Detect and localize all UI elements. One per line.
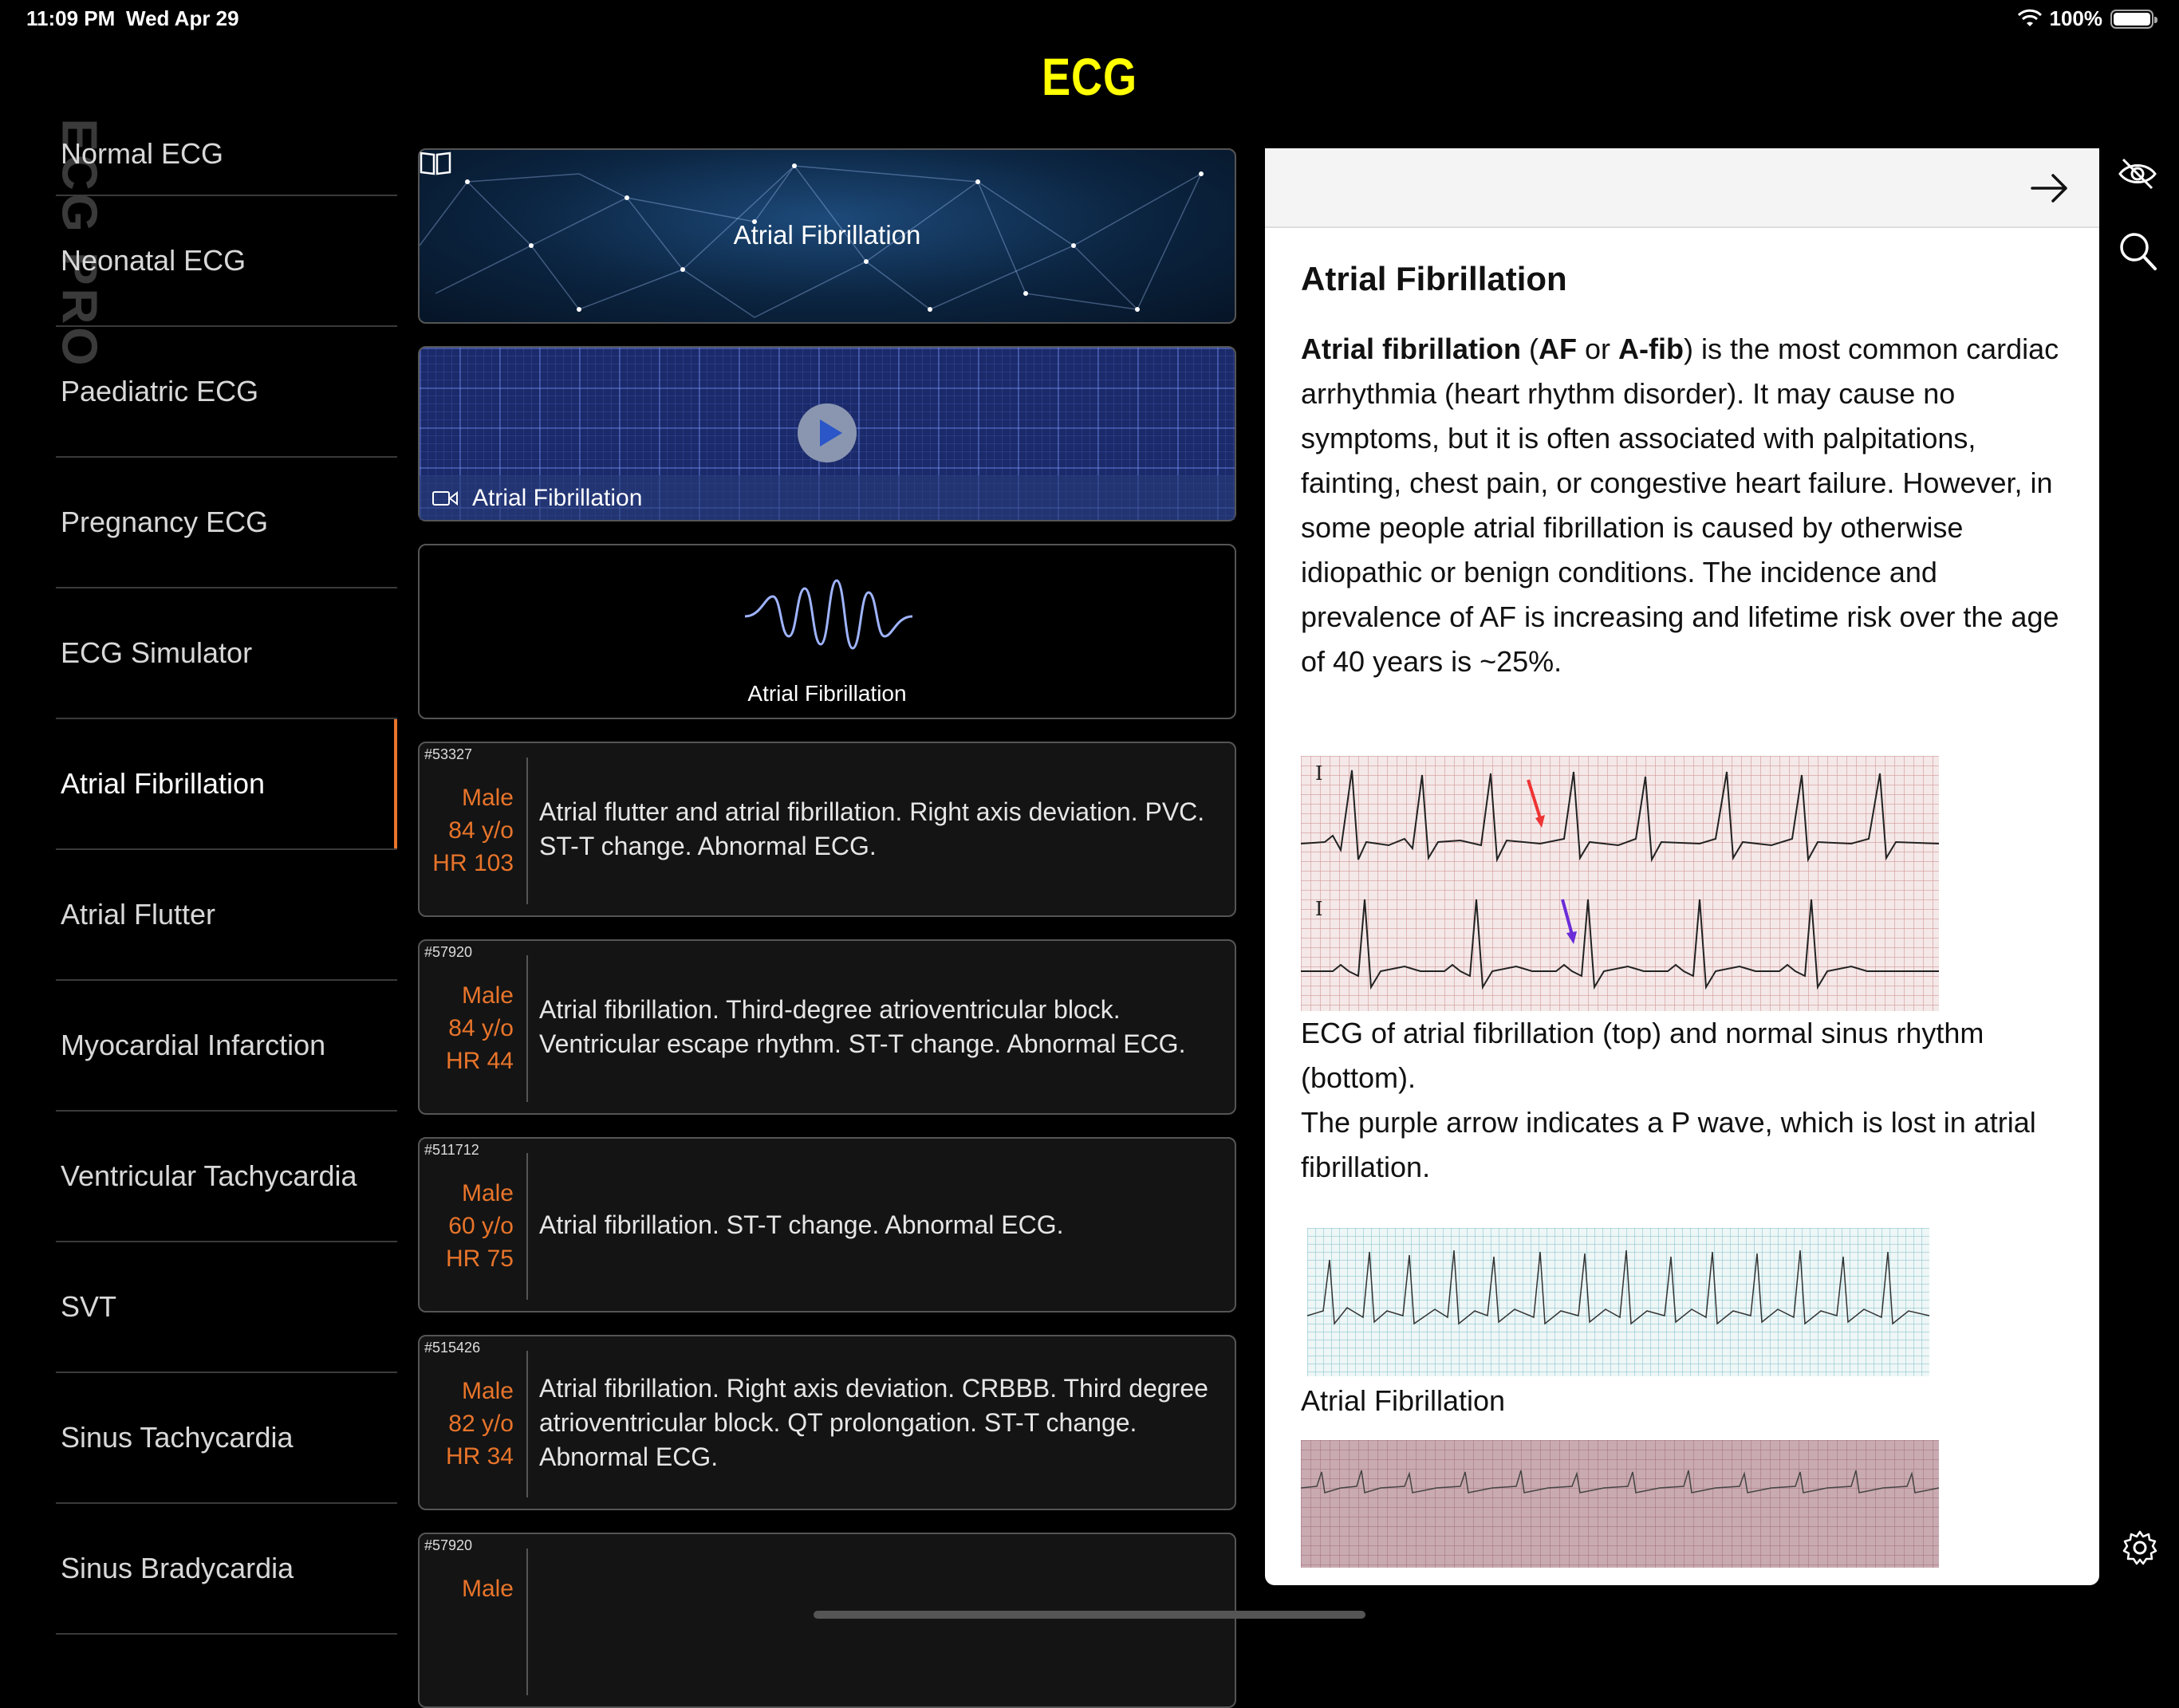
- case-sex: Male: [461, 785, 514, 811]
- sidebar-item-atrial-fibrillation[interactable]: [56, 719, 397, 850]
- sidebar-item-atrial-flutter[interactable]: [56, 850, 397, 981]
- battery-percent: 100%: [2049, 6, 2102, 30]
- book-icon: [420, 150, 451, 175]
- case-meta: [420, 979, 514, 1077]
- detail-panel: [1265, 148, 2099, 1585]
- lead-label: I: [1315, 898, 1323, 920]
- brand-watermark: ECG PRO: [51, 118, 107, 369]
- case-sex: Male: [461, 1180, 514, 1206]
- video-title: Atrial Fibrillation: [472, 485, 643, 511]
- waveform-icon: [745, 580, 912, 652]
- status-indicators: [2018, 6, 2154, 31]
- case-meta: [420, 1572, 514, 1605]
- article-intro: Atrial fibrillation (AF or A-fib) is the most common cardiac arrhythmia (heart rhythm disorder). It may cause no symptoms, but it is often associated with palpitations, fainting, chest pain, or congestive heart failure. However, in some people atrial fibrillation is caused by otherwise idiopathic or benign conditions. The incidence and prevalence of AF is increasing and lifetime risk over the age of 40 years is ~25%.: [1301, 333, 2059, 678]
- sidebar-item-sinus-bradycardia[interactable]: [56, 1504, 397, 1635]
- case-sex: Male: [461, 1576, 514, 1602]
- case-hr: HR 103: [432, 850, 514, 876]
- case-description: Atrial fibrillation. ST-T change. Abnormal ECG.: [539, 1210, 1064, 1239]
- ecg-comparison-image[interactable]: [1301, 756, 1939, 1011]
- status-date: Wed Apr 29: [126, 6, 239, 30]
- sidebar-item-svt[interactable]: [56, 1242, 397, 1373]
- sidebar-item-label: ECG Simulator: [61, 636, 253, 669]
- sidebar-item-label: Normal ECG: [61, 137, 224, 170]
- figure-note: The purple arrow indicates a P wave, which is lost in atrial fibrillation.: [1301, 1106, 2036, 1183]
- sidebar-item-pregnancy-ecg[interactable]: [56, 458, 397, 588]
- hero-title: Atrial Fibrillation: [733, 220, 921, 250]
- battery-icon: [2110, 10, 2153, 29]
- content-list: [418, 148, 1236, 1602]
- twelve-lead-trace: [1301, 1440, 1939, 1568]
- sidebar-item-label: Sinus Tachycardia: [61, 1421, 294, 1454]
- case-meta: [420, 1375, 514, 1473]
- case-hr: HR 44: [445, 1048, 514, 1074]
- case-id: #53327: [424, 746, 473, 762]
- case-id: #515426: [424, 1340, 481, 1356]
- app-title: ECG: [1042, 47, 1137, 106]
- case-age: 84 y/o: [448, 1015, 514, 1041]
- case-card[interactable]: [418, 939, 1236, 1115]
- ecg-trace: [1301, 756, 1939, 1011]
- sidebar-item-paediatric-ecg[interactable]: [56, 327, 397, 458]
- case-card[interactable]: [418, 1137, 1236, 1312]
- sidebar-item-ventricular-tachycardia[interactable]: [56, 1112, 397, 1242]
- case-id: #57920: [424, 944, 473, 960]
- case-card[interactable]: [418, 742, 1236, 917]
- arrow-right-icon[interactable]: [2031, 172, 2069, 204]
- detail-toolbar: [1265, 148, 2099, 228]
- case-sex: Male: [461, 1378, 514, 1404]
- case-meta: [420, 1177, 514, 1275]
- case-description: Atrial fibrillation. Right axis deviation. CRBBB. Third degree atrioventricular block. QT prolongation. ST-T change. Abnormal ECG.: [539, 1373, 1208, 1471]
- sidebar-item-label: Pregnancy ECG: [61, 506, 269, 538]
- case-age: 60 y/o: [448, 1213, 514, 1239]
- audio-card[interactable]: [418, 544, 1236, 719]
- hide-eye-icon[interactable]: [2117, 156, 2158, 191]
- article-body: [1265, 228, 2099, 1568]
- status-time: 11:09 PM: [26, 6, 116, 30]
- audio-title: Atrial Fibrillation: [747, 681, 907, 706]
- case-hr: HR 75: [445, 1246, 514, 1272]
- twelve-lead-image[interactable]: [1301, 1440, 1939, 1568]
- sidebar-item-label: Neonatal ECG: [61, 244, 246, 277]
- video-card[interactable]: [418, 346, 1236, 521]
- case-card[interactable]: [418, 1335, 1236, 1510]
- figure-caption: Atrial Fibrillation: [1301, 1384, 1506, 1417]
- af-strip-trace: [1307, 1228, 1929, 1376]
- sidebar-item-normal-ecg[interactable]: [56, 110, 397, 196]
- sidebar-item-label: Ventricular Tachycardia: [61, 1159, 357, 1192]
- home-indicator[interactable]: [814, 1611, 1365, 1619]
- sidebar-item-label: Sinus Bradycardia: [61, 1552, 294, 1584]
- gear-icon[interactable]: [2122, 1529, 2158, 1566]
- case-description: Atrial fibrillation. Third-degree atrioventricular block. Ventricular escape rhythm. ST-T change. Abnormal ECG.: [539, 995, 1186, 1058]
- sidebar-item-myocardial-infarction[interactable]: [56, 981, 397, 1112]
- play-icon[interactable]: [798, 403, 857, 462]
- case-description: Atrial flutter and atrial fibrillation. Right axis deviation. PVC. ST-T change. Abnormal ECG.: [539, 797, 1205, 860]
- sidebar-item-neonatal-ecg[interactable]: [56, 196, 397, 327]
- sidebar-item-label: Atrial Flutter: [61, 898, 216, 931]
- case-id: #57920: [424, 1537, 473, 1553]
- sidebar-item-label: Paediatric ECG: [61, 375, 259, 407]
- case-hr: HR 34: [445, 1443, 514, 1470]
- sidebar: [56, 110, 397, 1585]
- search-icon[interactable]: [2118, 231, 2157, 271]
- case-meta: [420, 781, 514, 880]
- sidebar-item-label: Myocardial Infarction: [61, 1029, 326, 1061]
- sidebar-item-label: SVT: [61, 1290, 117, 1323]
- af-strip-image[interactable]: [1307, 1228, 1929, 1376]
- sidebar-item-ecg-simulator[interactable]: [56, 588, 397, 719]
- lead-label: I: [1315, 762, 1323, 785]
- sidebar-item-sinus-tachycardia[interactable]: [56, 1373, 397, 1504]
- case-sex: Male: [461, 982, 514, 1009]
- sidebar-item-label: Atrial Fibrillation: [61, 767, 266, 800]
- case-id: #511712: [424, 1142, 479, 1158]
- video-camera-icon: [432, 490, 458, 507]
- article-card[interactable]: [418, 148, 1236, 324]
- case-age: 84 y/o: [448, 817, 514, 844]
- wifi-icon: [2018, 10, 2042, 28]
- figure-caption: ECG of atrial fibrillation (top) and normal sinus rhythm (bottom).: [1301, 1017, 1984, 1094]
- case-age: 82 y/o: [448, 1411, 514, 1437]
- article-title: Atrial Fibrillation: [1301, 260, 1567, 297]
- case-card[interactable]: [418, 1533, 1236, 1708]
